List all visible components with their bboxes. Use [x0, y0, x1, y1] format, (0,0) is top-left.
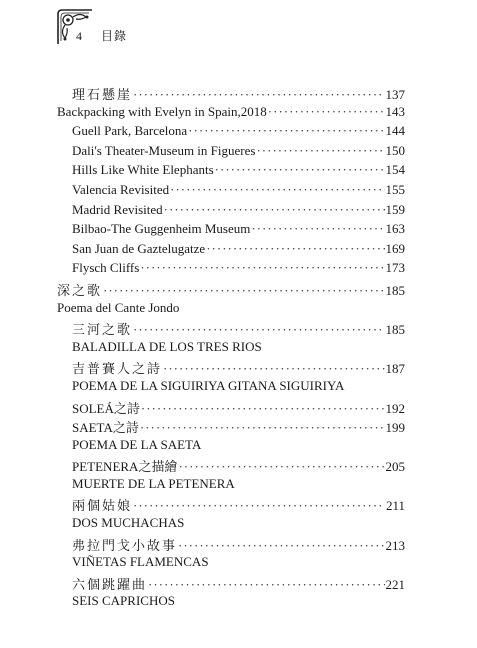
toc-entry-title: BALADILLA DE LOS TRES RIOS — [72, 338, 262, 354]
toc-entry-title: 吉普賽人之詩 — [72, 361, 163, 377]
toc-entry-page: 173 — [385, 260, 405, 276]
toc-leader-dots — [215, 162, 385, 178]
toc-leader-dots — [140, 420, 385, 436]
toc-entry — [57, 476, 405, 496]
toc-entry — [57, 260, 405, 280]
toc-leader-dots — [141, 401, 385, 417]
toc-entry-title: Backpacking with Evelyn in Spain,2018 — [57, 103, 267, 119]
toc-entry — [57, 339, 405, 359]
toc-entry-page: 163 — [385, 221, 405, 237]
running-head — [76, 27, 127, 44]
toc-leader-dots — [256, 143, 384, 159]
toc-entry-title: San Juan de Gaztelugatze — [72, 240, 206, 256]
toc-leader-dots — [206, 241, 384, 257]
toc-entry-title: 深之歌 — [57, 282, 103, 298]
toc-entry — [57, 84, 405, 104]
toc-entry — [57, 398, 405, 418]
toc-entry-title: 弗拉門戈小故事 — [72, 537, 178, 553]
toc-entry-title: Valencia Revisited — [72, 181, 170, 197]
toc-entry-page: 137 — [385, 87, 405, 102]
toc-leader-dots — [103, 283, 384, 299]
toc-entry — [57, 437, 405, 457]
toc-leader-dots — [188, 123, 384, 139]
toc-entry-title: Hills Like White Elephants — [72, 162, 214, 178]
toc-leader-dots — [133, 87, 384, 103]
toc-entry-title: VIÑETAS FLAMENCAS — [72, 554, 209, 570]
toc-leader-dots — [251, 221, 384, 237]
toc-entry — [57, 300, 405, 320]
toc-entry-title: Poema del Cante Jondo — [57, 299, 180, 315]
toc-entry — [57, 515, 405, 535]
toc-entry — [57, 241, 405, 261]
toc-leader-dots — [148, 577, 384, 593]
toc-entry — [57, 202, 405, 222]
toc-entry-title: Flysch Cliffs — [72, 260, 140, 276]
toc-entry-page: 187 — [385, 361, 405, 377]
toc-entry-title: POEMA DE LA SIGUIRIYA GITANA SIGUIRIYA — [72, 377, 345, 393]
toc-entry — [57, 143, 405, 163]
toc-entry — [57, 162, 405, 182]
toc-entry-page: 159 — [385, 201, 405, 217]
toc-entry-page: 155 — [385, 181, 405, 197]
toc-entry-page: 143 — [385, 103, 405, 119]
toc-entry-title: 兩個姑娘 — [72, 498, 133, 514]
toc-leader-dots — [133, 498, 385, 514]
toc-entry — [57, 319, 405, 339]
toc-entry — [57, 358, 405, 378]
toc-entry-title: SAETA之詩 — [72, 420, 139, 436]
toc-leader-dots — [178, 459, 384, 475]
toc-entry-title: PETENERA之描繪 — [72, 459, 178, 475]
toc-entry-page: 185 — [385, 282, 405, 298]
toc-entry-title: Dali's Theater-Museum in Figueres — [72, 142, 256, 158]
toc-entry — [57, 417, 405, 437]
toc-entry-title: 理石懸崖 — [72, 87, 133, 102]
toc-leader-dots — [163, 361, 384, 377]
page-number: 4 — [76, 29, 83, 43]
toc-entry-title: 六個跳躍曲 — [72, 576, 148, 592]
toc-entry-title: DOS MUCHACHAS — [72, 515, 185, 531]
toc-leader-dots — [170, 182, 384, 198]
toc-entry — [57, 221, 405, 241]
toc-entry — [57, 554, 405, 574]
toc-entry — [57, 280, 405, 300]
toc-entry-page: 154 — [385, 162, 405, 178]
toc-leader-dots — [178, 538, 384, 554]
toc-entry — [57, 535, 405, 555]
toc-entry — [57, 495, 405, 515]
toc-entry-page: 205 — [385, 459, 405, 475]
toc-entry — [57, 574, 405, 594]
toc-leader-dots — [133, 322, 384, 338]
toc-entry-page: 213 — [385, 537, 405, 553]
toc-entry-page: 211 — [385, 498, 405, 514]
toc-entry — [57, 104, 405, 124]
toc-entry-page: 144 — [385, 123, 405, 139]
toc-entry-page: 185 — [385, 322, 405, 338]
toc-entry-title: SOLEÁ之詩 — [72, 400, 140, 416]
toc-leader-dots — [268, 104, 385, 120]
toc-entry — [57, 182, 405, 202]
toc-entry-page: 192 — [385, 400, 405, 416]
toc-entry-page: 221 — [385, 576, 405, 592]
toc-entry-title: POEMA DE LA SAETA — [72, 436, 202, 452]
toc-entry — [57, 593, 405, 613]
toc-leader-dots — [164, 202, 385, 218]
toc-entry-page: 169 — [385, 240, 405, 256]
toc-entry-title: Madrid Revisited — [72, 201, 163, 217]
toc-entry-title: Bilbao-The Guggenheim Museum — [72, 221, 251, 237]
table-of-contents — [57, 84, 405, 613]
toc-entry-page: 199 — [385, 420, 405, 436]
toc-leader-dots — [140, 260, 384, 276]
toc-entry-title: SEIS CAPRICHOS — [72, 593, 175, 609]
toc-entry-title: MUERTE DE LA PETENERA — [72, 475, 235, 491]
toc-entry-title: 三河之歌 — [72, 322, 133, 338]
toc-entry — [57, 456, 405, 476]
running-title: 目錄 — [101, 29, 128, 43]
toc-entry-title: Guell Park, Barcelona — [72, 123, 188, 139]
toc-entry — [57, 123, 405, 143]
toc-entry — [57, 378, 405, 398]
toc-entry-page: 150 — [385, 142, 405, 158]
